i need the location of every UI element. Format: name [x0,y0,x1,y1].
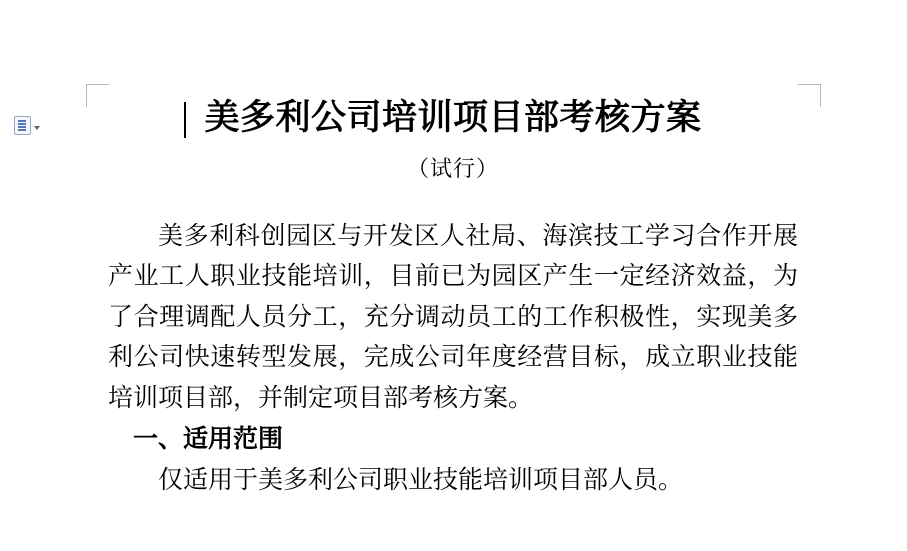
document-title-text: 美多利公司培训项目部考核方案 [204,98,702,137]
document-text-area[interactable] [108,96,798,501]
chevron-down-icon[interactable] [34,126,40,130]
paragraph-intro: 美多利科创园区与开发区人社局、海滨技工学习合作开展产业工人职业技能培训，目前已为园区产生一定经济效益，为了合理调配人员分工，充分调动员工的工作积极性，实现美多利公司快速转型发展，完成公司年度经营目标，成立职业技能培训项目部，并制定项目部考核方案。 [108,222,798,412]
document-title [108,96,798,140]
crop-mark-top-left [86,84,109,107]
paste-options-button[interactable] [14,116,40,135]
section-heading-scope: 一、适用范围 [133,425,284,454]
text-cursor [184,102,186,138]
paragraph-scope: 仅适用于美多利公司职业技能培训项目部人员。 [158,466,684,494]
crop-mark-top-right [798,84,821,107]
paste-options-icon[interactable] [14,116,31,135]
document-subtitle: （试行） [406,155,499,181]
